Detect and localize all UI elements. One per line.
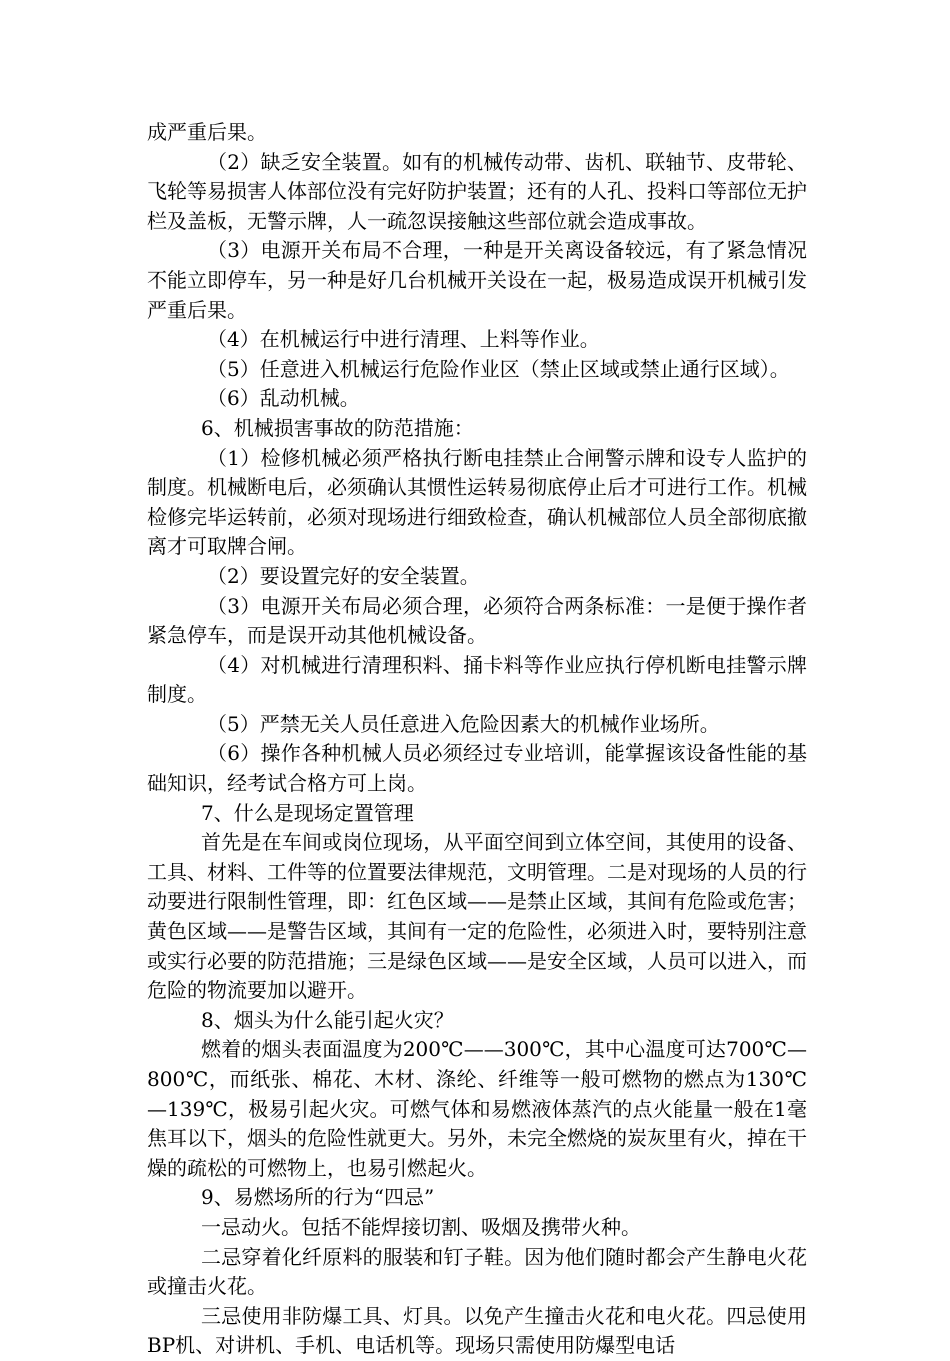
paragraph-item-5: （5）任意进入机械运行危险作业区（禁止区域或禁止通行区域）。 <box>207 356 790 381</box>
measure-item-3: （3）电源开关布局必须合理，必须符合两条标准：一是便于操作者紧急停车，而是误开动其他机械设备。 <box>147 593 807 648</box>
section-9-item-1: 一忌动火。包括不能焊接切割、吸烟及携带火种。 <box>201 1214 641 1239</box>
document-body <box>147 118 807 1361</box>
paragraph-item-3: （3）电源开关布局不合理，一种是开关离设备较远，有了紧急情况不能立即停车，另一种是好几台机械开关设在一起，极易造成误开机械引发严重后果。 <box>147 238 807 322</box>
section-9-item-2: 二忌穿着化纤原料的服装和钉子鞋。因为他们随时都会产生静电火花或撞击火花。 <box>147 1244 807 1299</box>
section-9-item-3: 三忌使用非防爆工具、灯具。以免产生撞击火花和电火花。四忌使用BP机、对讲机、手机、电话机等。现场只需使用防爆型电话 <box>147 1303 807 1358</box>
section-7-body: 首先是在车间或岗位现场，从平面空间到立体空间，其使用的设备、工具、材料、工件等的位置要法律规范，文明管理。二是对现场的人员的行动要进行限制性管理，即：红色区域——是禁止区域，其间有危险或危害；黄色区域——是警告区域，其间有一定的危险性，必须进入时，要特别注意或实行必要的防范措施；三是绿色区域——是安全区域，人员可以进入，而危险的物流要加以避开。 <box>147 830 807 1003</box>
measure-item-4: （4）对机械进行清理积料、捅卡料等作业应执行停机断电挂警示牌制度。 <box>147 652 807 707</box>
section-heading-9: 9、易燃场所的行为“四忌” <box>201 1185 435 1210</box>
section-8-body: 燃着的烟头表面温度为200℃——300℃，其中心温度可达700℃—800℃，而纸张、棉花、木材、涤纶、纤维等一般可燃物的燃点为130℃—139℃，极易引起火灾。可燃气体和易燃液体蒸汽的点火能量一般在1毫焦耳以下，烟头的危险性就更大。另外，未完全燃烧的炭灰里有火，掉在干燥的疏松的可燃物上，也易引燃起火。 <box>147 1037 807 1180</box>
section-heading-6: 6、机械损害事故的防范措施： <box>201 415 474 440</box>
paragraph-continuation: 成严重后果。 <box>147 120 267 144</box>
paragraph-item-4: （4）在机械运行中进行清理、上料等作业。 <box>207 327 600 352</box>
measure-item-1: （1）检修机械必须严格执行断电挂禁止合闸警示牌和设专人监护的制度。机械断电后，必须确认其惯性运转易彻底停止后才可进行工作。机械检修完毕运转前，必须对现场进行细致检查，确认机械部位人员全部彻底撤离才可取牌合闸。 <box>147 445 807 559</box>
section-heading-7: 7、什么是现场定置管理 <box>201 800 414 825</box>
paragraph-item-2: （2）缺乏安全装置。如有的机械传动带、齿机、联轴节、皮带轮、飞轮等易损害人体部位没有完好防护装置；还有的人孔、投料口等部位无护栏及盖板，无警示牌，人一疏忽误接触这些部位就会造成事故。 <box>147 149 807 233</box>
section-heading-8: 8、烟头为什么能引起火灾？ <box>201 1007 454 1032</box>
measure-item-5: （5）严禁无关人员任意进入危险因素大的机械作业场所。 <box>207 711 720 736</box>
measure-item-2: （2）要设置完好的安全装置。 <box>207 563 480 588</box>
measure-item-6: （6）操作各种机械人员必须经过专业培训，能掌握该设备性能的基础知识，经考试合格方可上岗。 <box>147 741 807 796</box>
paragraph-item-6: （6）乱动机械。 <box>207 386 360 411</box>
